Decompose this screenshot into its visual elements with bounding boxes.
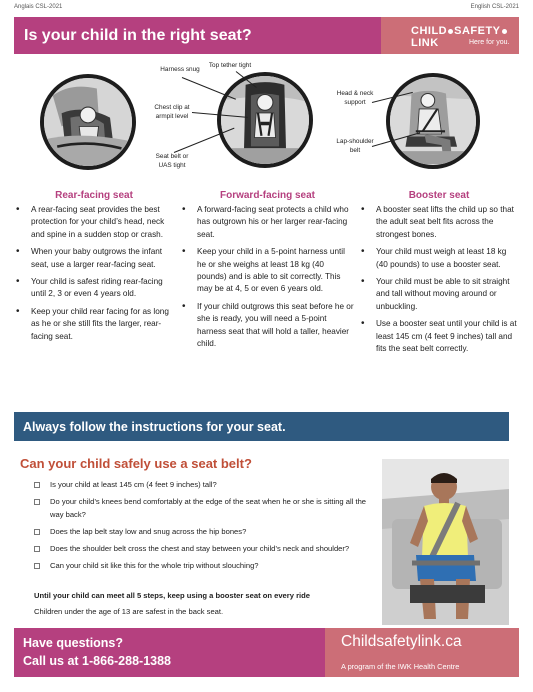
label-harness-snug: Harness snug [160, 66, 200, 73]
car-seat-illustrations [14, 60, 519, 188]
label-lap-shoulder-belt: Lap-shoulder belt [336, 138, 374, 154]
checklist-item: Does the shoulder belt cross the chest and stay between your child’s neck and shoulder? [34, 543, 374, 556]
forward-facing-seat-illustration [217, 72, 313, 168]
child-seatbelt-photo [382, 459, 509, 625]
instructions-banner-text: Always follow the instructions for your seat. [23, 419, 286, 434]
checkbox-icon [34, 546, 40, 552]
checkbox-icon [34, 482, 40, 488]
header-band [14, 17, 519, 54]
title-band [14, 17, 381, 54]
seatbelt-title: Can your child safely use a seat belt? [20, 456, 252, 471]
list-item: • A forward-facing seat protects a child who has outgrown his or her larger rear-facing seat. [180, 204, 355, 241]
forward-facing-list [180, 204, 355, 350]
seatbelt-checklist [34, 479, 374, 577]
footer-contact [14, 628, 325, 677]
logo-tagline: Here for you. [469, 39, 510, 46]
label-head-neck-support: Head & neck support [336, 90, 374, 106]
code-left: Anglais CSL-2021 [14, 4, 63, 10]
label-chest-clip: Chest clip at armpit level [154, 104, 190, 120]
rear-facing-seat-icon [44, 78, 132, 166]
checkbox-icon [34, 563, 40, 569]
footer-program-note: A program of the IWK Health Centre [341, 662, 460, 671]
label-seat-belt-uas: Seat belt or UAS tight [155, 153, 189, 169]
booster-reminder: Until your child can meet all 5 steps, keep using a booster seat on every ride [34, 591, 310, 600]
rear-facing-heading: Rear-facing seat [55, 190, 133, 201]
list-item: • A booster seat lifts the child up so that the adult seat belt fits across the strongest bones. [359, 204, 519, 241]
instructions-banner [14, 412, 509, 441]
child-in-seatbelt-image [382, 459, 509, 625]
footer-site-band [325, 628, 519, 677]
forward-facing-seat-icon [221, 76, 309, 164]
logo-dot-icon [502, 29, 507, 34]
list-item: • Keep your child in a 5-point harness until he or she weighs at least 18 kg (40 pounds) and is able to sit correctly. This may be at 4, 5 or even 6 years old. [180, 246, 355, 296]
forward-facing-column [180, 190, 355, 355]
logo-dot-icon [448, 29, 453, 34]
list-item: • Your child is safest riding rear-facing until 2, 3 or even 4 years old. [14, 276, 174, 301]
checkbox-icon [34, 499, 40, 505]
childsafetylink-logo: CHILD SAFETYLINK [411, 25, 519, 49]
booster-list [359, 204, 519, 355]
seat-type-columns [14, 190, 519, 400]
checklist-item: Do your child’s knees bend comfortably at the edge of the seat when he or she is sitting all the way back? [34, 496, 374, 521]
list-item: • If your child outgrows this seat before he or she is ready, you will need a 5-point harness seat that will hold a taller, heavier child. [180, 301, 355, 351]
booster-seat-illustration [386, 73, 480, 169]
list-item: • Your child must weigh at least 18 kg (40 pounds) to use a booster seat. [359, 246, 519, 271]
page-title: Is your child in the right seat? [24, 26, 252, 44]
footer-website-link[interactable]: Childsafetylink.ca [341, 633, 462, 650]
list-item: • Your child must be able to sit straight and tall without moving around or unbuckling. [359, 276, 519, 313]
checklist-item: Can your child sit like this for the whole trip without slouching? [34, 560, 374, 573]
booster-column [359, 190, 519, 360]
label-top-tether: Top tether tight [208, 62, 252, 69]
checkbox-icon [34, 529, 40, 535]
back-seat-note: Children under the age of 13 are safest in the back seat. [34, 607, 224, 616]
rear-facing-seat-illustration [40, 74, 136, 170]
footer-questions: Have questions? [23, 636, 124, 650]
booster-seat-icon [390, 77, 476, 165]
checklist-item: Does the lap belt stay low and snug across the hip bones? [34, 526, 374, 539]
rear-facing-column [14, 190, 174, 348]
rear-facing-list [14, 204, 174, 343]
logo-band [381, 17, 519, 54]
forward-facing-heading: Forward-facing seat [219, 190, 316, 201]
list-item: • When your baby outgrows the infant seat, use a larger rear-facing seat. [14, 246, 174, 271]
document-codes [14, 4, 519, 14]
list-item: • Keep your child rear facing for as long as he or she still fits the larger, rear-facing seat. [14, 306, 174, 343]
checklist-item: Is your child at least 145 cm (4 feet 9 inches) tall? [34, 479, 374, 492]
footer-phone: Call us at 1-866-288-1388 [23, 654, 172, 668]
footer-band [14, 628, 519, 677]
list-item: • Use a booster seat until your child is at least 145 cm (4 feet 9 inches) tall and fits the seat belt correctly. [359, 318, 519, 355]
code-right: English CSL-2021 [470, 4, 519, 10]
list-item: • A rear-facing seat provides the best protection for your child’s head, neck and spine in a sudden stop or crash. [14, 204, 174, 241]
booster-heading: Booster seat [408, 190, 470, 201]
